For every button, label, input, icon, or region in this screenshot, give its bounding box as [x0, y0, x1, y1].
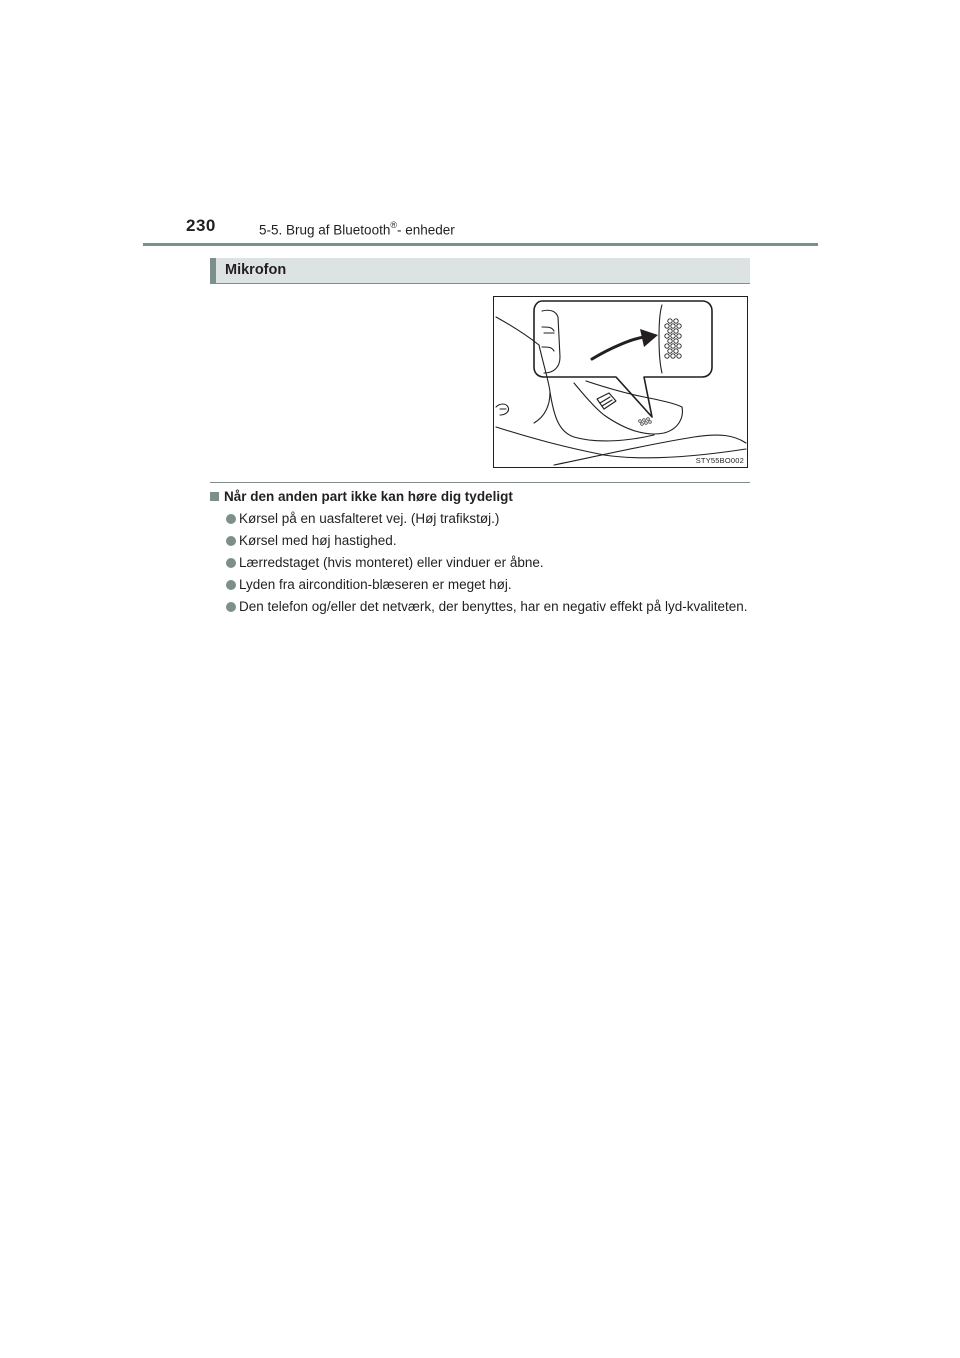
- list-item-text: Kørsel på en uasfalteret vej. (Høj trafikstøj.): [239, 511, 500, 526]
- bullet-icon: [226, 536, 236, 546]
- bullet-icon: [226, 558, 236, 568]
- subsection-title: Når den anden part ikke kan høre dig tydeligt: [224, 489, 513, 504]
- bullet-icon: [226, 602, 236, 612]
- page-number: 230: [186, 216, 216, 235]
- figure-code: STY55BO002: [695, 456, 744, 465]
- section-title: Mikrofon: [225, 262, 287, 278]
- list-item-text: Lyden fra aircondition-blæseren er meget høj.: [239, 577, 512, 592]
- bullet-icon: [226, 580, 236, 590]
- condition-list: [226, 511, 748, 621]
- list-item: [226, 555, 748, 572]
- section-accent: [210, 258, 216, 284]
- list-item-text: Den telefon og/eller det netværk, der benyttes, har en negativ effekt på lyd-kvaliteten.: [239, 599, 748, 614]
- square-bullet-icon: [210, 492, 219, 501]
- overhead-console-drawing: [494, 297, 747, 467]
- section-header: [259, 221, 455, 238]
- subsection-rule: [210, 482, 750, 483]
- header-rule: [143, 243, 818, 246]
- list-item: [226, 577, 748, 594]
- registered-mark: ®: [390, 220, 397, 230]
- list-item: [226, 511, 748, 528]
- list-item: [226, 599, 748, 616]
- list-item: [226, 533, 748, 550]
- list-item-text: Kørsel med høj hastighed.: [239, 533, 397, 548]
- microphone-illustration: [493, 296, 748, 468]
- subsection-heading: [210, 489, 513, 504]
- section-header-prefix: 5-5. Brug af Bluetooth: [259, 222, 391, 238]
- list-item-text: Lærredstaget (hvis monteret) eller vinduer er åbne.: [239, 555, 544, 570]
- bullet-icon: [226, 514, 236, 524]
- section-header-suffix: - enheder: [396, 222, 455, 238]
- section-title-bar: [210, 258, 750, 284]
